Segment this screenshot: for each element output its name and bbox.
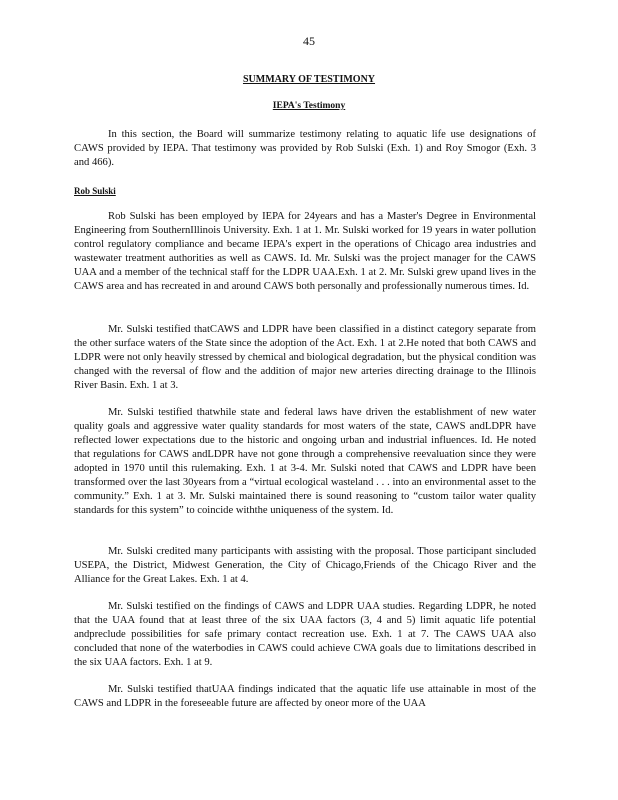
- paragraph-text: Mr. Sulski testified thatwhile state and federal laws have driven the establishment of new water quality goals and aggressive water quality standards for most waters of the state, CAWS andLDPR have reflected lower expectations due to the historic and ongoing urban and industrial influences. Id. He noted that regulations for CAWS andLDPR have not gone through a comprehensive reevaluation since they were adopted in 1970 until this rulemaking. Exh. 1 at 3-4. Mr. Sulski noted that CAWS and LDPR have been transformed over the last 30years from a “virtual ecological wasteland . . . into an environmental asset to the community.” Exh. 1 at 3. Mr. Sulski maintained there is sound reasoning to “custom tailor water quality standards for this system” to coincide withthe uniqueness of the system. Id.: [74, 407, 536, 516]
- summary-heading-text: SUMMARY OF TESTIMONY: [242, 74, 376, 85]
- subsection-heading: [0, 101, 618, 111]
- section-heading: [0, 74, 618, 85]
- paragraph-background: [74, 210, 536, 294]
- paragraph-uaa-conclusion: [74, 683, 536, 711]
- paragraph-text: Mr. Sulski testified thatUAA findings indicated that the aquatic life use attainable in most of the CAWS and LDPR in the foreseeable future are affected by oneor more of the UAA: [74, 684, 536, 709]
- paragraph-regulations: [74, 406, 536, 518]
- paragraph-participants: [74, 545, 536, 587]
- paragraph-text: Mr. Sulski credited many participants with assisting with the proposal. Those participant sincluded USEPA, the District, Midwest Generation, the City of Chicago,Friends of the Chicago River and the Alliance for the Great Lakes. Exh. 1 at 4.: [74, 546, 536, 585]
- page-number: 45: [303, 34, 315, 48]
- paragraph-text: Mr. Sulski testified on the findings of CAWS and LDPR UAA studies. Regarding LDPR, he noted that the UAA found that at least three of the six UAA factors (3, 4 and 5) limit aquatic life potential andpreclude possibilities for safe primary contact recreation use. Exh. 1 at 7. The CAWS UAA also concluded that none of the waterbodies in CAWS could achieve CWA goals due to limitations described in the six UAA factors. Exh. 1 at 9.: [74, 601, 536, 668]
- paragraph-text: In this section, the Board will summarize testimony relating to aquatic life use designations of CAWS provided by IEPA. That testimony was provided by Rob Sulski (Exh. 1) and Roy Smogor (Exh. 3 and 466).: [74, 129, 536, 168]
- iepa-heading-text: IEPA's Testimony: [272, 101, 346, 111]
- paragraph-uaa-findings: [74, 600, 536, 670]
- paragraph-text: Rob Sulski has been employed by IEPA for 24years and has a Master's Degree in Environmental Engineering from SouthernIllinois University. Exh. 1 at 1. Mr. Sulski worked for 19 years in water pollution control regulatory compliance and became IEPA's expert in the operations of Chicago area industries and wastewater treatment authorities as well as CAWS. Id. Mr. Sulski was the project manager for the CAWS UAA and a member of the technical staff for the LDPR UAA.Exh. 1 at 2. Mr. Sulski grew upand lives in the CAWS area and has recreated in and around CAWS both personally and professionally numerous times. Id.: [74, 211, 536, 292]
- paragraph-intro: [74, 128, 536, 170]
- paragraph-classification: [74, 323, 536, 393]
- paragraph-text: Mr. Sulski testified thatCAWS and LDPR have been classified in a distinct category separate from the other surface waters of the State since the adoption of the Act. Exh. 1 at 2.He noted that both CAWS and LDPR were not only heavily stressed by chemical and biological degradation, but the physical condition was changed with the reversal of flow and the addition of major new arteries directing drainage to the Illinois River Basin. Exh. 1 at 3.: [74, 324, 536, 391]
- witness-heading: Rob Sulski: [74, 186, 116, 196]
